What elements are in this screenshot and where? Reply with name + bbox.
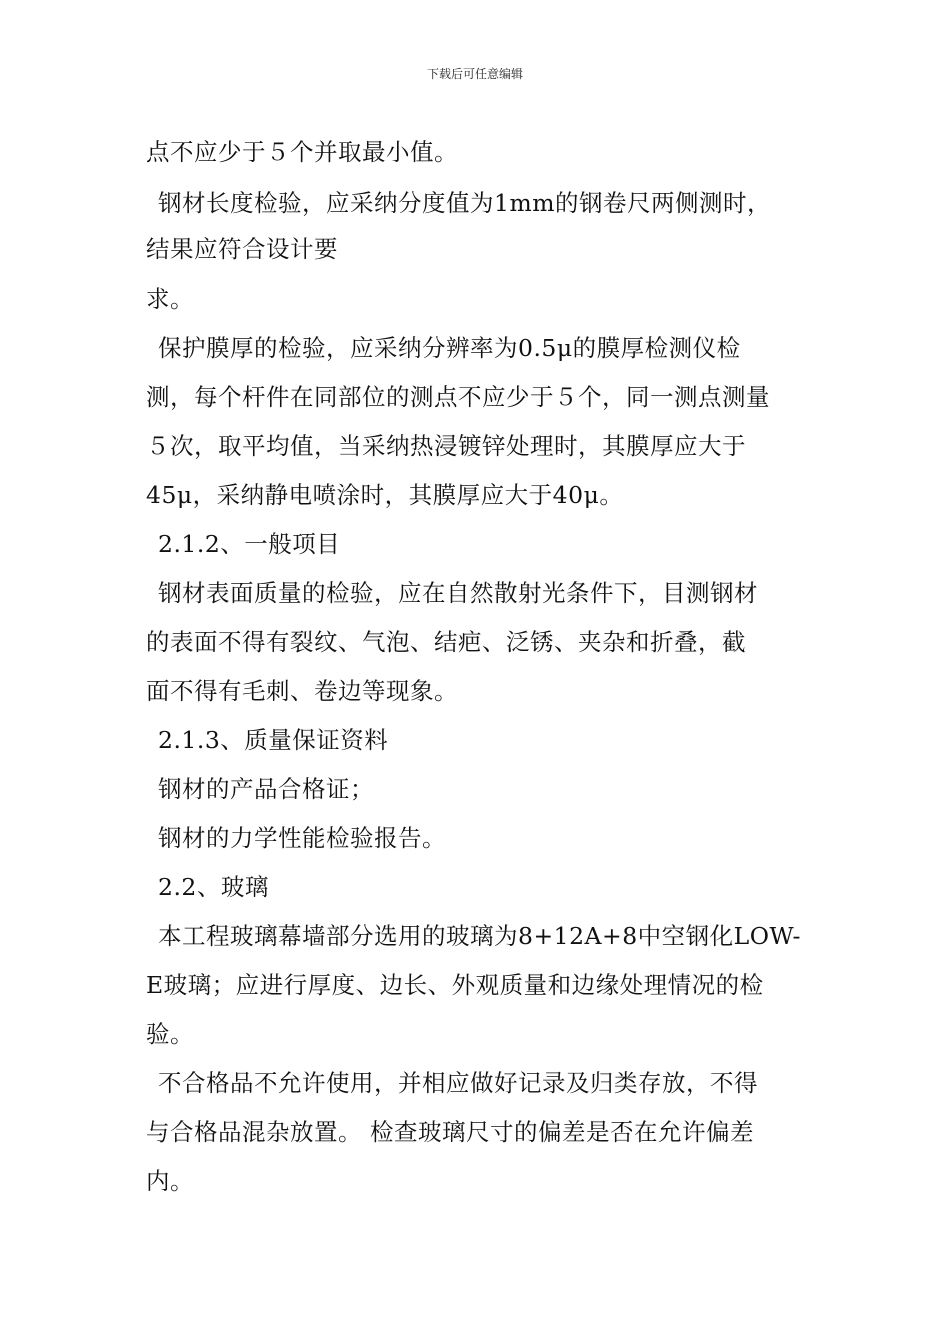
text-line: 的表面不得有裂纹、气泡、结疤、泛锈、夹杂和折叠，截 <box>146 628 746 656</box>
text-line: 结果应符合设计要 <box>146 235 338 263</box>
page-header: 下载后可任意编辑 <box>426 67 523 81</box>
section-heading: 2.1.3、质量保证资料 <box>158 726 389 754</box>
section-heading: 2.2、玻璃 <box>158 873 269 901</box>
text-line: 点不应少于５个并取最小值。 <box>146 138 458 166</box>
text-line: 验。 <box>146 1020 194 1048</box>
text-line: 测，每个杆件在同部位的测点不应少于５个，同一测点测量 <box>146 383 770 411</box>
text-line: 钢材长度检验，应采纳分度值为1mm的钢卷尺两侧测时， <box>158 189 772 217</box>
text-line: 与合格品混杂放置。 检查玻璃尺寸的偏差是否在允许偏差 <box>146 1118 754 1146</box>
text-line: ５次，取平均值，当采纳热浸镀锌处理时，其膜厚应大于 <box>146 432 746 460</box>
document-body <box>146 128 810 1206</box>
text-line: 求。 <box>146 285 194 313</box>
text-line: 钢材表面质量的检验，应在自然散射光条件下，目测钢材 <box>158 579 758 607</box>
text-line: 45μ，采纳静电喷涂时，其膜厚应大于40μ。 <box>146 481 624 509</box>
text-line: 本工程玻璃幕墙部分选用的玻璃为8+12A+8中空钢化LOW- <box>158 922 801 950</box>
text-line: 面不得有毛刺、卷边等现象。 <box>146 677 458 705</box>
text-line: 保护膜厚的检验，应采纳分辨率为0.5μ的膜厚检测仪检 <box>158 334 741 362</box>
text-line: 钢材的产品合格证； <box>158 775 374 803</box>
text-line: 内。 <box>146 1167 194 1195</box>
text-line: 不合格品不允许使用，并相应做好记录及归类存放，不得 <box>158 1069 758 1097</box>
text-line: E玻璃；应进行厚度、边长、外观质量和边缘处理情况的检 <box>146 971 764 999</box>
section-heading: 2.1.2、一般项目 <box>158 530 341 558</box>
text-line: 钢材的力学性能检验报告。 <box>158 824 446 852</box>
